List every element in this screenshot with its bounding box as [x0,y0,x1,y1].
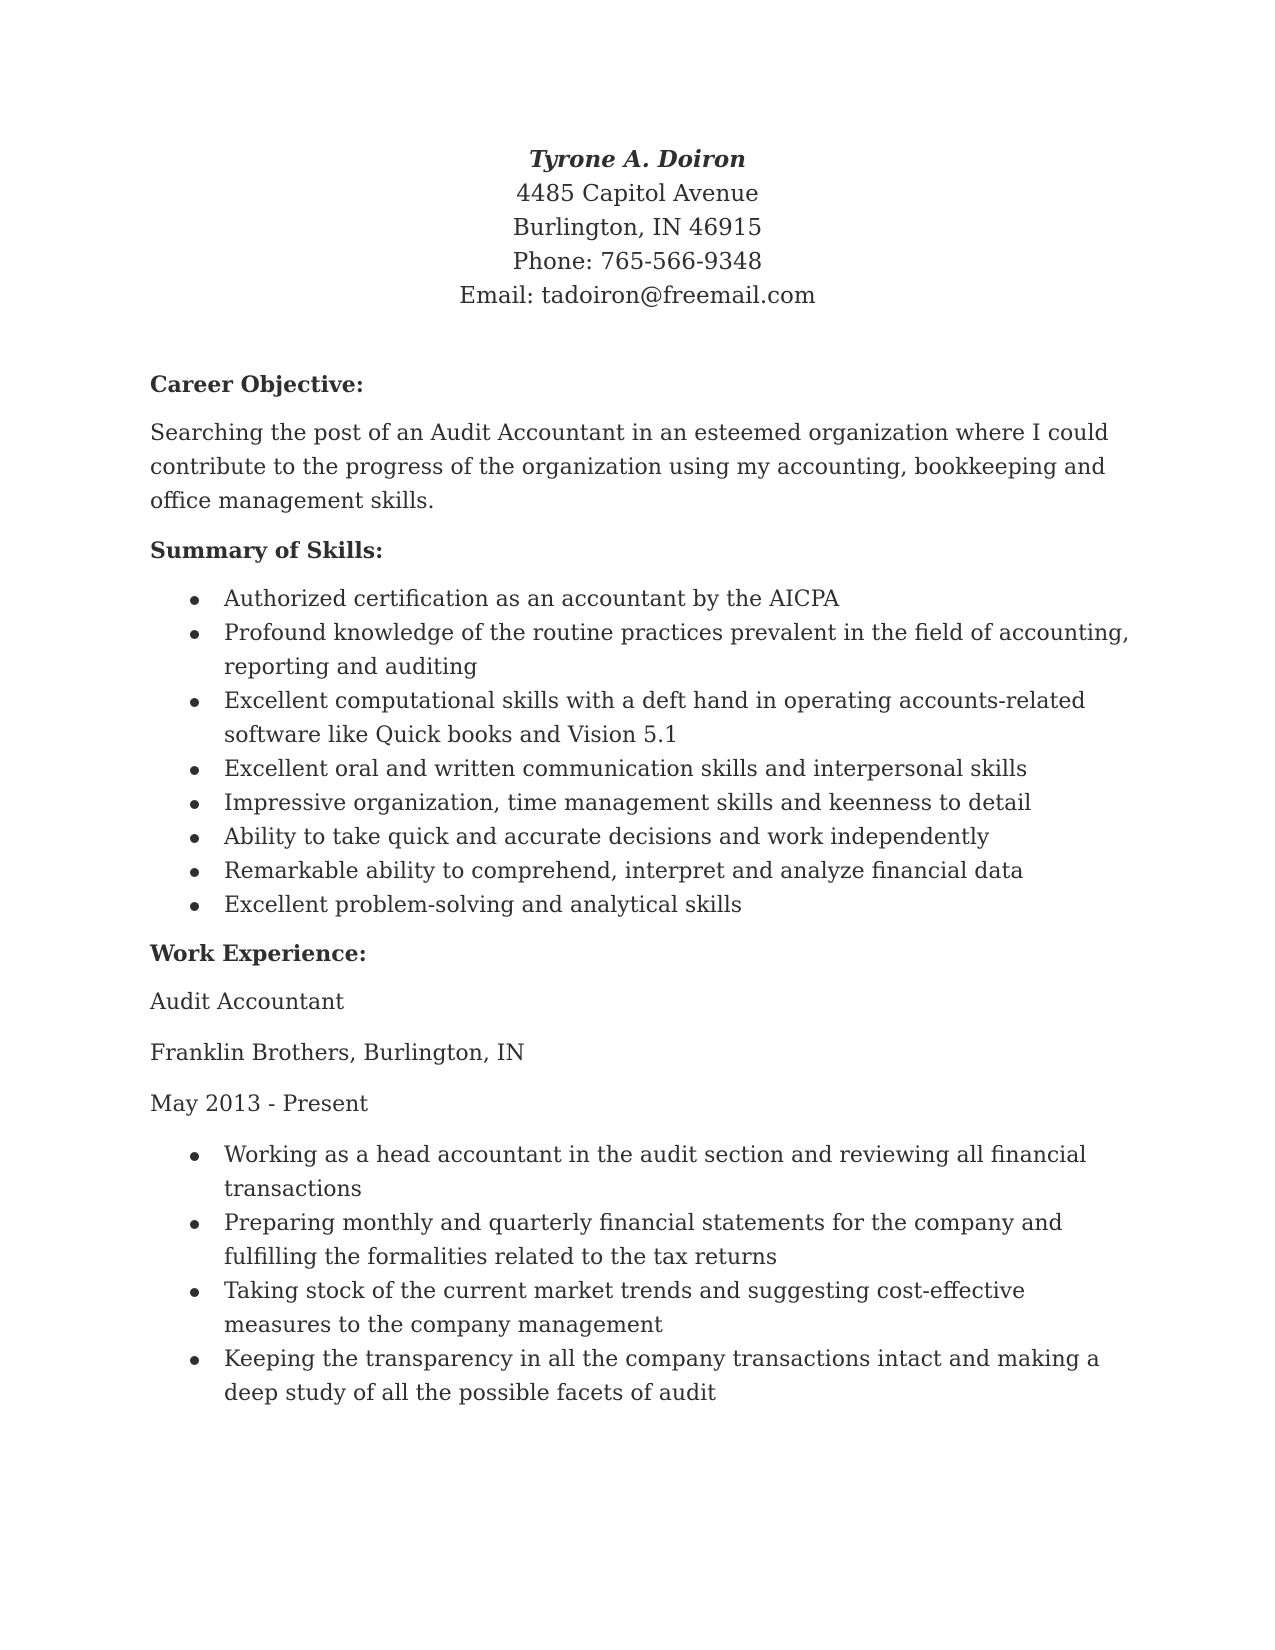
skill-text: Ability to take quick and accurate decisions and work independently [224,825,990,850]
applicant-name: Tyrone A. Doiron [529,146,746,173]
duty-text: Preparing monthly and quarterly financial statements for the company and fulfilling the formalities related to the tax returns [224,1211,1063,1270]
skill-text: Excellent problem-solving and analytical skills [224,893,743,918]
list-item [150,583,1130,617]
bullet-icon [190,596,199,605]
contact-header [0,143,1275,313]
list-item [150,889,1130,923]
skill-text: Authorized certification as an accountant by the AICPA [224,587,840,612]
skill-text: Impressive organization, time management skills and keenness to detail [224,791,1032,816]
bullet-icon [190,1220,199,1229]
work-duties-list [150,1139,1130,1411]
list-item [150,821,1130,855]
bullet-icon [190,698,199,707]
skill-text: Profound knowledge of the routine practices prevalent in the field of accounting, reporting and auditing [224,621,1130,680]
bullet-icon [190,630,199,639]
phone-line: Phone: 765-566-9348 [512,249,763,275]
duty-text: Taking stock of the current market trends and suggesting cost-effective measures to the company management [224,1279,1026,1338]
work-experience-heading: Work Experience: [150,941,367,967]
list-item [150,1275,1130,1343]
job-dates: May 2013 - Present [150,1092,369,1117]
skills-list [150,583,1130,923]
list-item [150,685,1130,753]
list-item [150,1207,1130,1275]
resume-body [150,368,1130,1425]
bullet-icon [190,1152,199,1161]
email-line: Email: tadoiron@freemail.com [459,283,816,309]
bullet-icon [190,1356,199,1365]
duty-text: Keeping the transparency in all the company transactions intact and making a deep study of all the possible facets of audit [224,1347,1100,1406]
bullet-icon [190,868,199,877]
skills-heading: Summary of Skills: [150,538,384,564]
list-item [150,787,1130,821]
address-line-1: 4485 Capitol Avenue [516,181,759,207]
career-objective-text: Searching the post of an Audit Accountant in an esteemed organization where I could contribute to the progress of the organization using my accounting, bookkeeping and office management skills. [150,421,1109,514]
list-item [150,1139,1130,1207]
job-title: Audit Accountant [150,990,345,1015]
list-item [150,617,1130,685]
bullet-icon [190,766,199,775]
career-objective-heading: Career Objective: [150,372,364,398]
list-item [150,855,1130,889]
skill-text: Remarkable ability to comprehend, interpret and analyze financial data [224,859,1024,884]
company-line: Franklin Brothers, Burlington, IN [150,1041,525,1066]
bullet-icon [190,902,199,911]
list-item [150,1343,1130,1411]
duty-text: Working as a head accountant in the audit section and reviewing all financial transactions [224,1143,1087,1202]
skill-text: Excellent computational skills with a deft hand in operating accounts-related software like Quick books and Vision 5.1 [224,689,1086,748]
skill-text: Excellent oral and written communication skills and interpersonal skills [224,757,1028,782]
bullet-icon [190,834,199,843]
list-item [150,753,1130,787]
address-line-2: Burlington, IN 46915 [512,215,763,241]
bullet-icon [190,1288,199,1297]
bullet-icon [190,800,199,809]
